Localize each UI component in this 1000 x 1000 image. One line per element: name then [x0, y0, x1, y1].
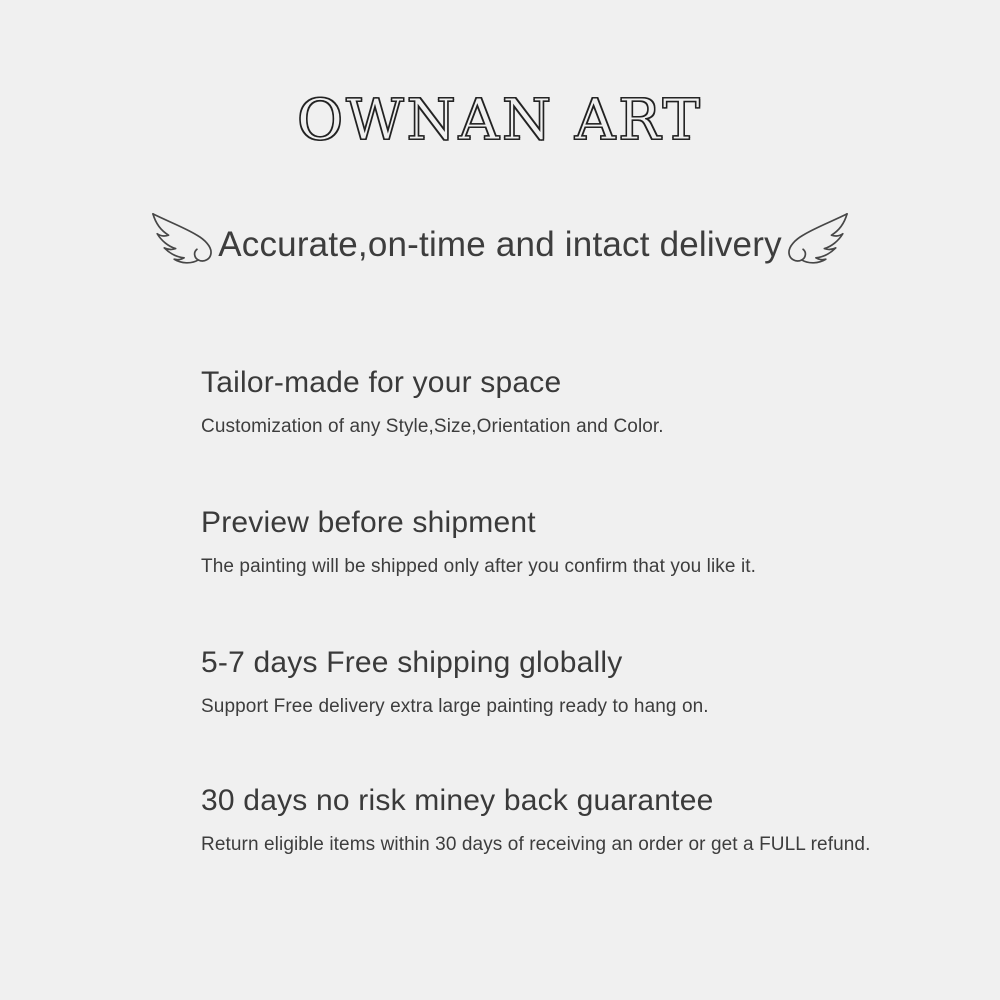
brand-title: OWNAN ART [297, 88, 703, 153]
wing-right-icon [784, 207, 852, 269]
feature-heading: 5-7 days Free shipping globally [201, 646, 623, 679]
feature-heading: Tailor-made for your space [201, 366, 562, 399]
feature-section [201, 784, 941, 856]
feature-section [201, 646, 941, 718]
tagline-row [0, 207, 1000, 269]
feature-section [201, 506, 941, 578]
feature-description: Support Free delivery extra large painting ready to hang on. [201, 696, 709, 717]
feature-description: Return eligible items within 30 days of receiving an order or get a FULL refund. [201, 834, 871, 855]
feature-heading: 30 days no risk miney back guarantee [201, 784, 714, 817]
feature-heading: Preview before shipment [201, 506, 536, 539]
feature-section [201, 366, 941, 438]
feature-description: The painting will be shipped only after you confirm that you like it. [201, 556, 757, 577]
feature-description: Customization of any Style,Size,Orientation and Color. [201, 416, 664, 437]
delivery-tagline: Accurate,on-time and intact delivery [218, 225, 782, 264]
wing-left-icon [148, 207, 216, 269]
